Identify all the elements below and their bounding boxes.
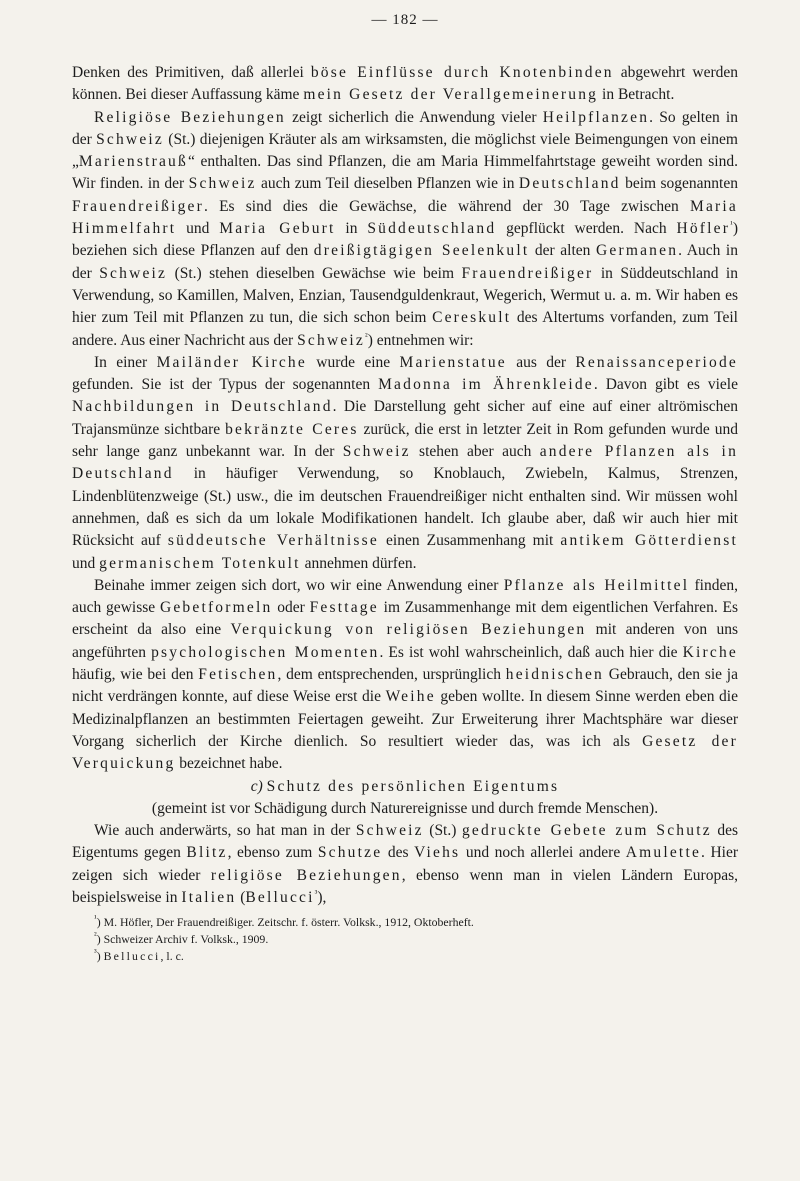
paragraph-text: , dem entsprechenden, ursprünglich (277, 666, 506, 684)
paragraph-text: zeigt sicherlich die Anwendung vieler (285, 108, 543, 126)
paragraph-spaced-text: Religiöse Beziehungen (94, 108, 286, 126)
footnote-text: ) (96, 949, 104, 964)
paragraph-text: (St.) (423, 822, 462, 840)
paragraph-spaced-text: Amulette (625, 844, 702, 862)
paragraph-spaced-text: Frauendreißiger (72, 197, 204, 215)
paragraph-spaced-text: gedruckte Gebete zum Schutz (461, 822, 712, 840)
paragraph-text: gepflückt werden. Nach (496, 220, 677, 238)
paragraph-text: . Es ist wohl wahrscheinlich, daß auch hier die (379, 643, 683, 661)
footnote-2 (94, 931, 738, 948)
paragraph-note-ref: ² (365, 330, 368, 341)
paragraph-text: auch zum Teil dieselben Pflanzen wie in (256, 175, 519, 193)
paragraph-text: Wie auch anderwärts, so hat man in der (94, 822, 356, 840)
footnote-text: ) M. Höfler, Der Frauendreißiger. Zeitschr. f. österr. Volksk., 1912, Oktoberheft. (96, 915, 474, 930)
paragraph-text: der alten (529, 242, 597, 260)
paragraph-text: , ebenso wenn man in vielen Ländern Europas, beispielsweise in (72, 866, 738, 906)
paragraph-spaced-text: Süddeutschland (367, 220, 497, 238)
paragraph-spaced-text: Heilpflanzen (542, 108, 650, 126)
paragraph-text: ) beziehen sich diese Pflanzen auf den (72, 220, 738, 260)
footnote-1 (94, 914, 738, 931)
paragraph-text: Beinahe immer zeigen sich dort, wo wir eine Anwendung einer (94, 576, 504, 594)
paragraph-spaced-text: Germanen (596, 242, 679, 260)
paragraph-text: und noch allerlei andere (460, 844, 626, 862)
paragraph-text: ), (317, 888, 327, 906)
paragraph-text: abgewehrt werden können. Bei dieser Auffassung käme (72, 64, 738, 104)
paragraph-text: . Hier zeigen sich wieder (72, 844, 738, 884)
paragraph-spaced-text: Schutze (317, 844, 383, 862)
paragraph-spaced-text: mein Gesetz der Verallgemeinerung (303, 86, 599, 104)
paragraph-text: einen Zusammenhang mit (378, 532, 561, 550)
paragraph-text: (St.) diejenigen Kräuter als am wirksamsten, die möglichst viele Beimengungen von einem „ (72, 130, 738, 171)
paragraph-text: in Betracht. (598, 86, 675, 104)
paragraph-text: und (176, 220, 220, 238)
paragraph-spaced-text: Nachbildungen in Deutschland (72, 398, 333, 416)
paragraph-3 (72, 352, 738, 575)
paragraph-text: annehmen dürfen. (300, 554, 417, 572)
paragraph-text: . Die Darstellung geht sicher auf eine auf einer altrömischen Trajansmünze sichtbare (72, 398, 738, 438)
paragraph-note-ref: ³ (314, 887, 318, 898)
paragraph-spaced-text: Bellucci (245, 888, 315, 906)
paragraph-text: ( (236, 888, 246, 906)
paragraph-spaced-text: dreißigtägigen Seelenkult (313, 242, 530, 260)
paragraph-spaced-text: Italien (181, 888, 237, 906)
paragraph-text: in Süddeutschland in Verwendung, so Kamillen, Malven, Enzian, Tausendguldenkraut, Wegerich, Wermut u. a. m. Wir haben es hier zum Teil mit Pflanzen zu tun, die sich schon beim (72, 264, 738, 327)
paragraph-spaced-text: Deutschland (518, 175, 621, 193)
paragraph-spaced-text: Viehs (414, 844, 461, 862)
paragraph-spaced-text: Weihe (385, 688, 436, 706)
paragraph-spaced-text: Maria Himmelfahrt (72, 197, 738, 238)
paragraph-text: des (382, 844, 415, 862)
footnote-note-ref: ² (94, 930, 97, 941)
body-text (72, 62, 738, 909)
paragraph-text: des Altertums vorfanden, zum Teil andere. Aus einer Nachricht aus der (72, 309, 738, 349)
section-subtitle: (gemeint ist vor Schädigung durch Naturereignisse und durch fremde Menschen). (151, 799, 659, 817)
paragraph-spaced-text: Schweiz (297, 331, 366, 349)
section-heading (72, 776, 738, 798)
paragraph-spaced-text: Schweiz (96, 130, 164, 148)
footnotes (72, 914, 738, 965)
paragraph-spaced-text: Schweiz (342, 443, 411, 461)
paragraph-text: aus der (506, 353, 576, 371)
paragraph-spaced-text: Maria Geburt (219, 220, 336, 238)
paragraph-text: Gebrauch, den sie ja nicht verdrängen konnte, auf diese Weise erst die (72, 666, 738, 706)
paragraph-text: des Eigentums gegen (72, 822, 738, 862)
paragraph-text: in häufiger Verwendung, so Knoblauch, Zwiebeln, Kalmus, Strenzen, Lindenblütenzweige (St.) usw., die im deutschen Frauendreißiger nicht enthalten sind. Wir müssen wohl annehmen, daß es sich da um lokale Modifikationen handelt. Ich glaube aber, daß wir auch hier mit Rücksicht auf (72, 465, 738, 550)
paragraph-2 (72, 107, 738, 352)
paragraph-spaced-text: Schweiz (188, 175, 257, 193)
paragraph-text: wurde eine (306, 353, 400, 371)
paragraph-text: oder (272, 599, 310, 617)
paragraph-4 (72, 575, 738, 776)
paragraph-spaced-text: Fetischen (198, 666, 278, 684)
paragraph-spaced-text: religiöse Beziehungen (210, 866, 402, 884)
paragraph-text: “ enthalten. Das sind Pflanzen, die am Maria Himmelfahrtstage geweiht worden sind. Wir finden. in der (72, 153, 738, 193)
footnote-3 (94, 948, 738, 965)
section-title: Schutz des persönlichen Eigentums (266, 777, 560, 795)
paragraph-spaced-text: bekränzte Ceres (225, 420, 359, 438)
paragraph-spaced-text: Blitz (186, 844, 228, 862)
paragraph-note-ref: ¹ (730, 218, 733, 229)
paragraph-spaced-text: Schweiz (99, 264, 168, 282)
footnote-note-ref: ³ (94, 947, 97, 958)
paragraph-text: , ebenso zum (227, 844, 318, 862)
paragraph-spaced-text: Schweiz (355, 822, 424, 840)
paragraph-spaced-text: Festtage (309, 599, 379, 617)
paragraph-spaced-text: Gebetformeln (159, 599, 273, 617)
page-number: — 182 — (371, 12, 439, 28)
paragraph-text: Denken des Primitiven, daß allerlei (72, 64, 311, 81)
footnote-text: , l. c. (160, 949, 184, 964)
paragraph-spaced-text: germanischem Totenkult (99, 554, 301, 572)
paragraph-text: ) entnehmen wir: (367, 331, 474, 349)
paragraph-text: im Zusammenhange mit dem eigentlichen Verfahren. Es erscheint da also eine (72, 599, 738, 639)
paragraph-spaced-text: Frauendreißiger (461, 264, 594, 282)
paragraph-text: finden, auch gewisse (72, 576, 738, 617)
paragraph-spaced-text: Marienstrauß (78, 153, 188, 171)
paragraph-spaced-text: Marienstatue (399, 353, 507, 371)
paragraph-text: und (72, 554, 100, 572)
paragraph-text: beim sogenannten (620, 175, 738, 193)
paragraph-text: stehen aber auch (410, 443, 540, 461)
paragraph-5 (72, 820, 738, 909)
paragraph-spaced-text: psychologischen Momenten (151, 643, 380, 661)
paragraph-text: . Davon gibt es viele (593, 376, 738, 394)
paragraph-text: In einer (94, 353, 157, 371)
footnote-spaced-text: Bellucci (103, 949, 161, 964)
paragraph-spaced-text: Madonna im Ährenkleide (378, 376, 594, 394)
paragraph-text: zurück, die erst in letzter Zeit in Rom gefunden wurde und sehr lange ganz unbekannt war. In der (72, 420, 738, 461)
paragraph-text: geben wollte. In diesem Sinne werden eben die Medizinalpflanzen an bestimmten Feiertagen geweiht. Zur Erweiterung ihrer Machtsphäre war dieser Vorgang sicherlich der Kirche dienlich. So resultiert wieder das, was ich als (72, 688, 738, 750)
paragraph-spaced-text: Mailänder Kirche (156, 353, 307, 371)
paragraph-spaced-text: Pflanze als Heilmittel (503, 576, 690, 594)
paragraph-text: . So gelten in der (72, 108, 738, 148)
section-label: c) (250, 777, 263, 795)
paragraph-text: (St.) stehen dieselben Gewächse wie beim (167, 264, 462, 282)
paragraph-spaced-text: süddeutsche Verhältnisse (167, 532, 379, 550)
paragraph-text: bezeichnet habe. (175, 755, 283, 773)
paragraph-spaced-text: Cereskult (432, 309, 512, 327)
paragraph-text: in (335, 220, 368, 238)
paragraph-spaced-text: antikem Götterdienst (560, 532, 738, 550)
paragraph-text: . Auch in der (72, 242, 738, 282)
paragraph-spaced-text: andere Pflanzen als in Deutschland (72, 443, 739, 483)
paragraph-text: mit anderen von uns angeführten (72, 621, 738, 661)
paragraph-spaced-text: Renaissanceperiode (575, 353, 738, 371)
paragraph-spaced-text: Kirche (682, 643, 738, 661)
paragraph-text: häufig, wie bei den (72, 666, 199, 684)
paragraph-spaced-text: Gesetz der Verquickung (72, 732, 738, 773)
paragraph-spaced-text: Höfler (676, 220, 731, 238)
paragraph-text: gefunden. Sie ist der Typus der sogenannten (72, 376, 379, 394)
paragraph-text: . Es sind dies die Gewächse, die während der 30 Tage zwischen (204, 197, 690, 215)
paragraph-spaced-text: Verquickung von religiösen Beziehungen (230, 621, 587, 639)
paragraph-1 (72, 62, 738, 107)
paragraph-spaced-text: böse Einflüsse durch Knotenbinden (310, 64, 614, 81)
paragraph-spaced-text: heidnischen (505, 666, 604, 684)
footnote-note-ref: ¹ (94, 913, 97, 924)
footnote-text: ) Schweizer Archiv f. Volksk., 1909. (96, 932, 269, 947)
